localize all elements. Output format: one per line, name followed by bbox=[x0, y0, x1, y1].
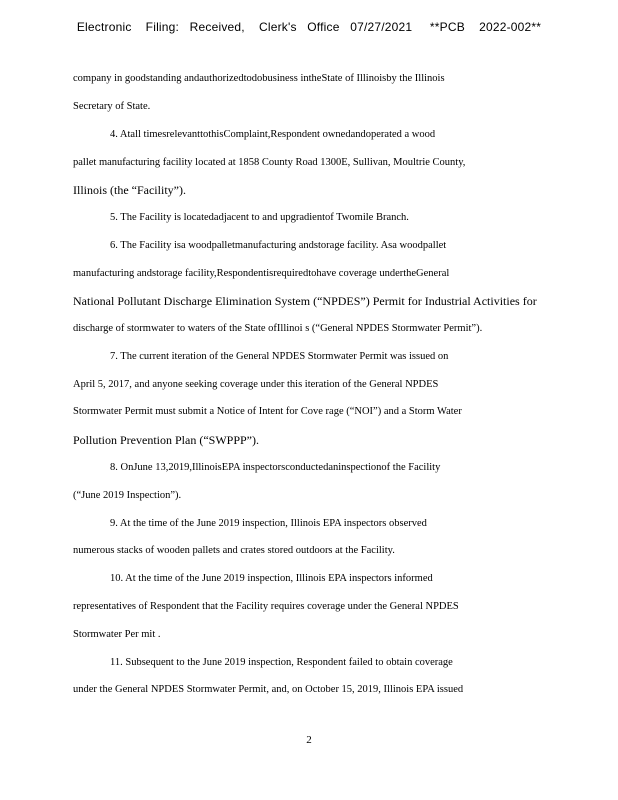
page-number: 2 bbox=[306, 734, 312, 746]
text-line: discharge of stormwater to waters of the State ofIllinoi s (“General NPDES Stormwater Permit”). bbox=[73, 323, 483, 334]
paragraph-8-start: 8. OnJune 13,2019,IllinoisEPA inspectorsconductedaninspectionof the Facility bbox=[110, 462, 441, 473]
text-line: Secretary of State. bbox=[73, 101, 151, 112]
text-line: National Pollutant Discharge Elimination System (“NPDES”) Permit for Industrial Activities for bbox=[73, 294, 537, 308]
text-line: under the General NPDES Stormwater Permit, and, on October 15, 2019, Illinois EPA issued bbox=[73, 684, 464, 695]
text-line: manufacturing andstorage facility,Respondentisrequiredtohave coverage undertheGeneral bbox=[73, 268, 450, 279]
filing-header: Electronic Filing: Received, Clerk's Office 07/27/2021 **PCB 2022-002** bbox=[76, 20, 542, 34]
paragraph-4-start: 4. Atall timesrelevanttothisComplaint,Respondent ownedandoperated a wood bbox=[110, 129, 436, 140]
paragraph-9-start: 9. At the time of the June 2019 inspection, Illinois EPA inspectors observed bbox=[110, 518, 427, 529]
text-line: Stormwater Per mit . bbox=[73, 629, 161, 640]
text-line: Illinois (the “Facility”). bbox=[73, 183, 186, 197]
text-line: pallet manufacturing facility located at 1858 County Road 1300E, Sullivan, Moultrie County, bbox=[73, 157, 466, 168]
paragraph-6-start: 6. The Facility isa woodpalletmanufacturing andstorage facility. Asa woodpallet bbox=[110, 240, 447, 251]
paragraph-10-start: 10. At the time of the June 2019 inspection, Illinois EPA inspectors informed bbox=[110, 573, 433, 584]
text-line: Pollution Prevention Plan (“SWPPP”). bbox=[73, 433, 259, 447]
paragraph-11-start: 11. Subsequent to the June 2019 inspection, Respondent failed to obtain coverage bbox=[110, 657, 453, 668]
text-line: Stormwater Permit must submit a Notice of Intent for Cove rage (“NOI”) and a Storm Water bbox=[73, 406, 462, 417]
paragraph-7-start: 7. The current iteration of the General NPDES Stormwater Permit was issued on bbox=[110, 351, 449, 362]
text-line: representatives of Respondent that the Facility requires coverage under the General NPDES bbox=[73, 601, 459, 612]
paragraph-5: 5. The Facility is locatedadjacent to and upgradientof Twomile Branch. bbox=[110, 212, 409, 223]
text-line: numerous stacks of wooden pallets and crates stored outdoors at the Facility. bbox=[73, 545, 395, 556]
text-line: April 5, 2017, and anyone seeking coverage under this iteration of the General NPDES bbox=[73, 379, 439, 390]
text-line: company in goodstanding andauthorizedtodobusiness intheState of Illinoisby the Illinois bbox=[73, 73, 445, 84]
text-line: (“June 2019 Inspection”). bbox=[73, 490, 182, 501]
